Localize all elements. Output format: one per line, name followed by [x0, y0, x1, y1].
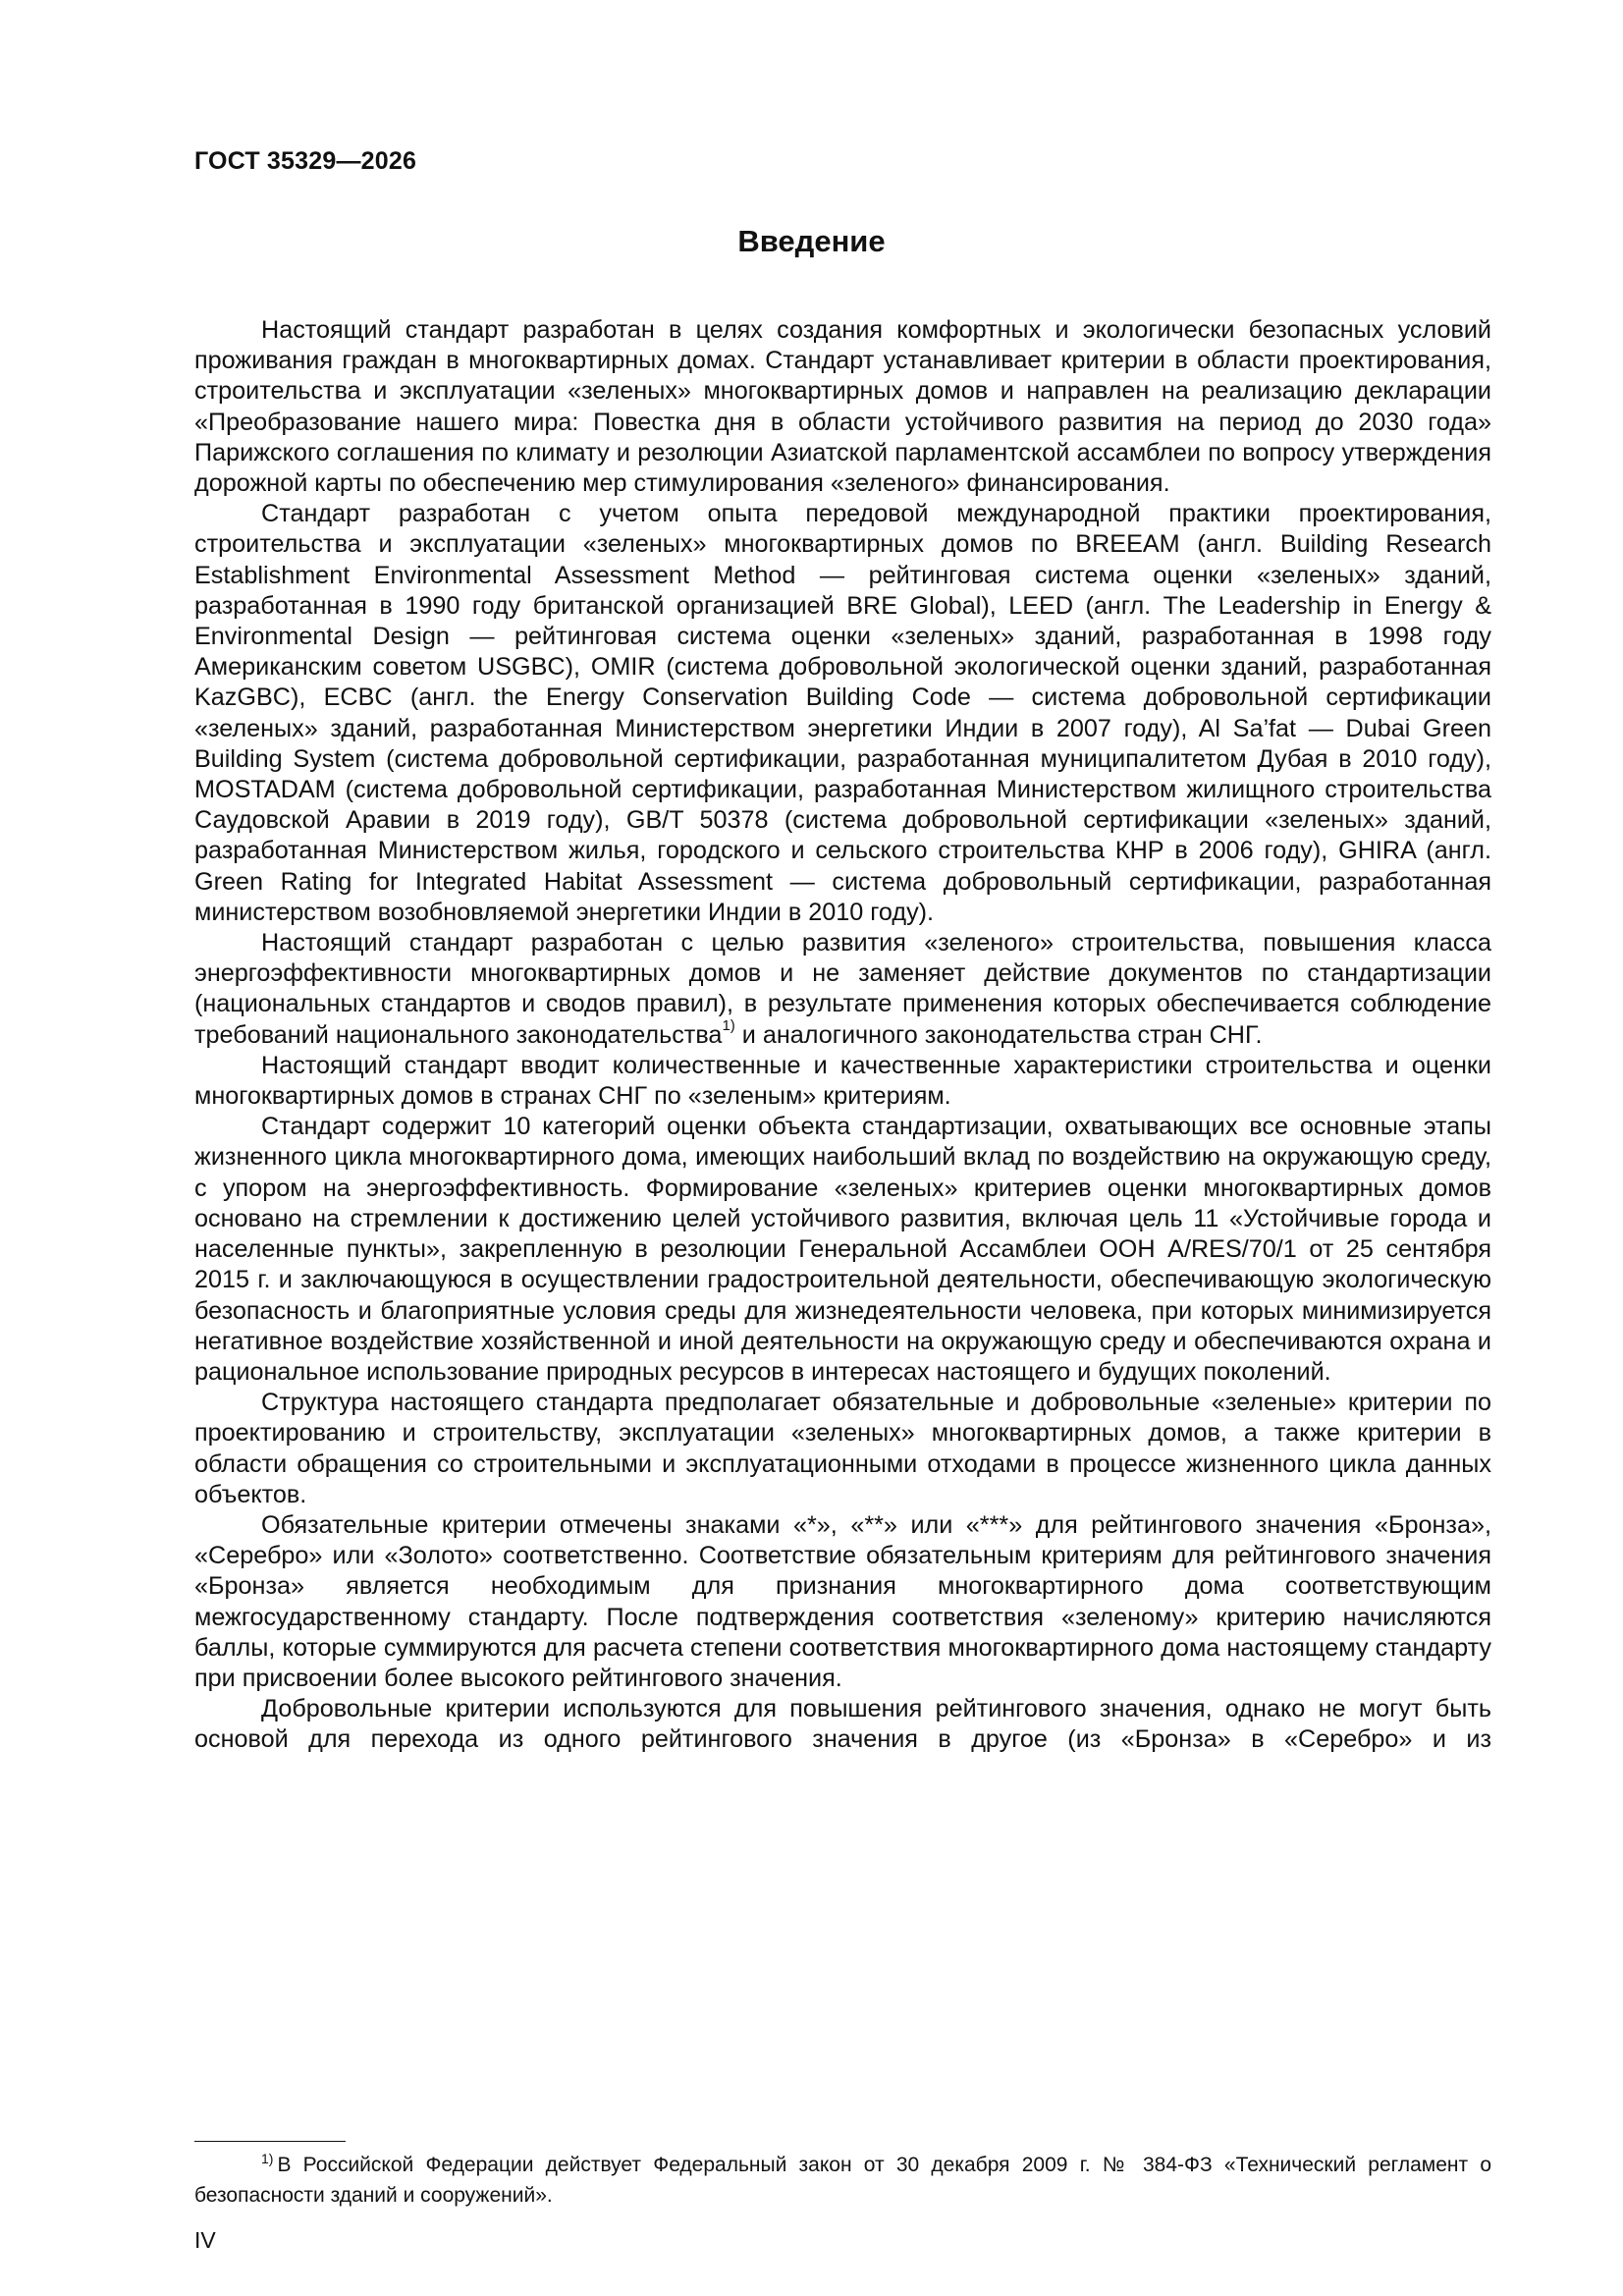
document-code: ГОСТ 35329—2026 — [194, 147, 417, 175]
footnote-reference: 1) — [722, 1017, 735, 1035]
paragraph-5: Стандарт содержит 10 категорий оценки объекта стандартизации, охватывающих все основные этапы жизненного цикла многоквартирного дома, имеющих наибольший вклад по воздействию на окружающую среду, с упором на энергоэффективность. Формирование «зеленых» критериев оценки многоквартирных домов основано на стремлении к достижению целей устойчивого развития, включая цель 11 «Устойчивые города и населенные пункты», закрепленную в резолюции Генеральной Ассамблеи ООН A/RES/70/1 от 25 сентября 2015 г. и заключающуюся в осуществлении градостроительной деятельности, обеспечивающую экологическую безопасность и благоприятные условия среды для жизнедеятельности человека, при которых минимизируется негативное воздействие хозяйственной и иной деятельности на окружающую среду и обеспечиваются охрана и рациональное использование природных ресурсов в интересах настоящего и будущих поколений. — [194, 1113, 1491, 1386]
paragraph-8: Добровольные критерии используются для повышения рейтингового значения, однако не могут быть основой для перехода из одного рейтингового значения в другое (из «Бронза» в «Серебро» и из — [194, 1695, 1491, 1754]
paragraph-1: Настоящий стандарт разработан в целях создания комфортных и экологически безопасных условий проживания граждан в многоквартирных домах. Стандарт устанавливает критерии в области проектирования, строительства и эксплуатации «зеленых» многоквартирных домов и направлен на реализацию декларации «Преобразование нашего мира: Повестка дня в области устойчивого развития на период до 2030 года» Парижского соглашения по климату и резолюции Азиатской парламентской ассамблеи по вопросу утверждения дорожной карты по обеспечению мер стимулирования «зеленого» финансирования. — [194, 316, 1491, 498]
paragraph-3-text-after: и аналогичного законодательства стран СНГ. — [734, 1020, 1263, 1049]
footnote-divider — [194, 2141, 346, 2142]
paragraph-2: Стандарт разработан с учетом опыта передовой международной практики проектирования, строительства и эксплуатации «зеленых» многоквартирных домов по BREEAM (англ. Building Research Establishment Environmental Assessment Method — рейтинговая система оценки «зеленых» зданий, разработанная в 1990 году британской организацией BRE Global), LEED (англ. The Leadership in Energy & Environmental Design — рейтинговая система оценки «зеленых» зданий, разработанная в 1998 году Американским советом USGBC), OMIR (система добровольной экологической оценки зданий, разработанная KazGBC), ECBC (англ. the Energy Conservation Building Code — система добровольной сертификации «зеленых» зданий, разработанная Министерством энергетики Индии в 2007 году), Al Sa’fat — Dubai Green Building System (система добровольной сертификации, разработанная муниципалитетом Дубая в 2010 году), MOSTADAM (система добровольной сертификации, разработанная Министерством жилищного строительства Саудовской Аравии в 2019 году), GB/T 50378 (система добровольной сертификации «зеленых» зданий, разработанная Министерством жилья, городского и сельского строительства КНР в 2006 году), GHIRA (англ. Green Rating for Integrated Habitat Assessment — система добровольный сертификации, разработанная министерством возобновляемой энергетики Индии в 2010 году). — [194, 500, 1491, 926]
body-text — [194, 315, 1491, 1756]
paragraph-7: Обязательные критерии отмечены знаками «*», «**» или «***» для рейтингового значения «Бронза», «Серебро» или «Золото» соответственно. Соответствие обязательным критериям для рейтингового значения «Бронза» является необходимым для признания многоквартирного дома соответствующим межгосударственному стандарту. После подтверждения соответствия «зеленому» критерию начисляются баллы, которые суммируются для расчета степени соответствия многоквартирного дома настоящему стандарту при присвоении более высокого рейтингового значения. — [194, 1510, 1491, 1692]
paragraph-4: Настоящий стандарт вводит количественные и качественные характеристики строительства и оценки многоквартирных домов в странах СНГ по «зеленым» критериям. — [194, 1051, 1491, 1111]
page-number: IV — [194, 2227, 216, 2253]
paragraph-3-text-before: Настоящий стандарт разработан с целью развития «зеленого» строительства, повышения класса энергоэффективности многоквартирных домов и не заменяет действие документов по стандартизации (национальных стандартов и сводов правил), в результате применения которых обеспечивается соблюдение требований национального законодательства — [194, 929, 1491, 1049]
footnote-text: В Российской Федерации действует Федеральный закон от 30 декабря 2009 г. № 384-ФЗ «Технический регламент о безопасности зданий и сооружений». — [194, 2154, 1491, 2207]
paragraph-3 — [194, 928, 1491, 1051]
footnote — [194, 2151, 1491, 2210]
footnote-mark: 1) — [261, 2151, 274, 2166]
section-title: Введение — [737, 224, 886, 258]
paragraph-6: Структура настоящего стандарта предполагает обязательные и добровольные «зеленые» критерии по проектированию и строительству, эксплуатации «зеленых» многоквартирных домов, а также критерии в области обращения со строительными и эксплуатационными отходами в процессе жизненного цикла данных объектов. — [194, 1389, 1491, 1508]
